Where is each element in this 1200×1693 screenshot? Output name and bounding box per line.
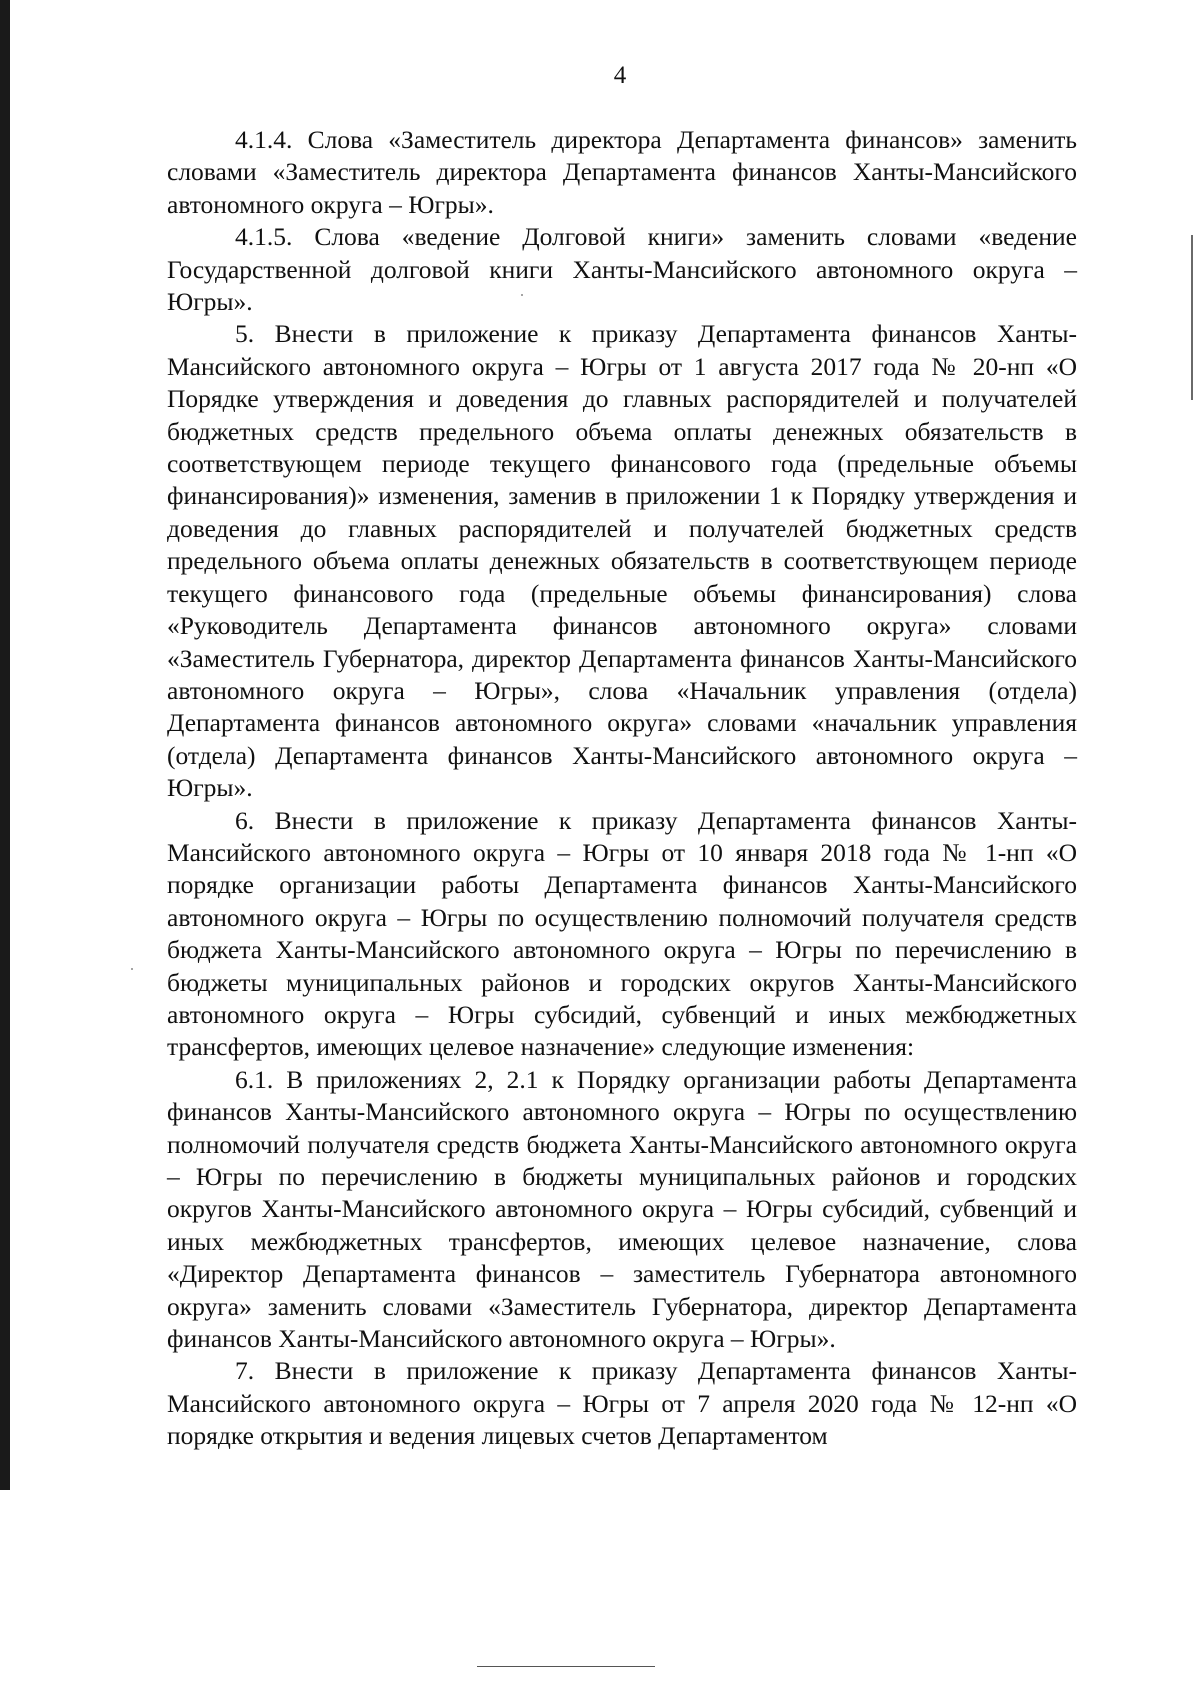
- document-body: [167, 124, 1077, 1453]
- page-number: 4: [613, 62, 627, 89]
- scan-edge-right: [1191, 235, 1193, 400]
- scan-speck: [131, 968, 133, 970]
- paragraph-4-1-5: 4.1.5. Слова «ведение Долговой книги» заменить словами «ведение Государственной долговой книги Ханты-Мансийского автономного округа – Югры».: [167, 222, 1077, 317]
- paragraph-6: 6. Внести в приложение к приказу Департамента финансов Ханты-Мансийского автономного округа – Югры от 10 января 2018 года № 1-нп «О порядке организации работы Департамента финансов Ханты-Мансийского автономного округа – Югры по осуществлению полномочий получателя средств бюджета Ханты-Мансийского автономного округа – Югры по перечислению в бюджеты муниципальных районов и городских округов Ханты-Мансийского автономного округа – Югры субсидий, субвенций и иных межбюджетных трансфертов, имеющих целевое назначение» следующие изменения:: [167, 805, 1077, 1062]
- paragraph-6-1: 6.1. В приложениях 2, 2.1 к Порядку организации работы Департамента финансов Ханты-Мансийского автономного округа – Югры по осуществлению полномочий получателя средств бюджета Ханты-Мансийского автономного округа – Югры по перечислению в бюджеты муниципальных районов и городских округов Ханты-Мансийского автономного округа – Югры субсидий, субвенций и иных межбюджетных трансфертов, имеющих целевое назначение, слова «Директор Департамента финансов – заместитель Губернатора автономного округа» заменить словами «Заместитель Губернатора, директор Департамента финансов Ханты-Мансийского автономного округа – Югры».: [167, 1064, 1077, 1354]
- paragraph-5: 5. Внести в приложение к приказу Департамента финансов Ханты-Мансийского автономного округа – Югры от 1 августа 2017 года № 20-нп «О Порядке утверждения и доведения до главных распорядителей и получателей бюджетных средств предельного объема оплаты денежных обязательств в соответствующем периоде текущего финансового года (предельные объемы финансирования)» изменения, заменив в приложении 1 к Порядку утверждения и доведения до главных распорядителей и получателей бюджетных средств предельного объема оплаты денежных обязательств в соответствующем периоде текущего финансового года (предельные объемы финансирования) слова «Руководитель Департамента финансов автономного округа» словами «Заместитель Губернатора, директор Департамента финансов Ханты-Мансийского автономного округа – Югры», слова «Начальник управления (отдела) Департамента финансов автономного округа» словами «начальник управления (отдела) Департамента финансов Ханты-Мансийского автономного округа – Югры».: [167, 319, 1077, 803]
- paragraph-4-1-4: 4.1.4. Слова «Заместитель директора Департамента финансов» заменить словами «Заместитель директора Департамента финансов Ханты-Мансийского автономного округа – Югры».: [167, 125, 1077, 219]
- scan-edge-left: [0, 0, 10, 1490]
- footer-rule: [477, 1666, 655, 1667]
- paragraph-7: 7. Внести в приложение к приказу Департамента финансов Ханты-Мансийского автономного округа – Югры от 7 апреля 2020 года № 12-нп «О порядке открытия и ведения лицевых счетов Департаментом: [167, 1356, 1077, 1451]
